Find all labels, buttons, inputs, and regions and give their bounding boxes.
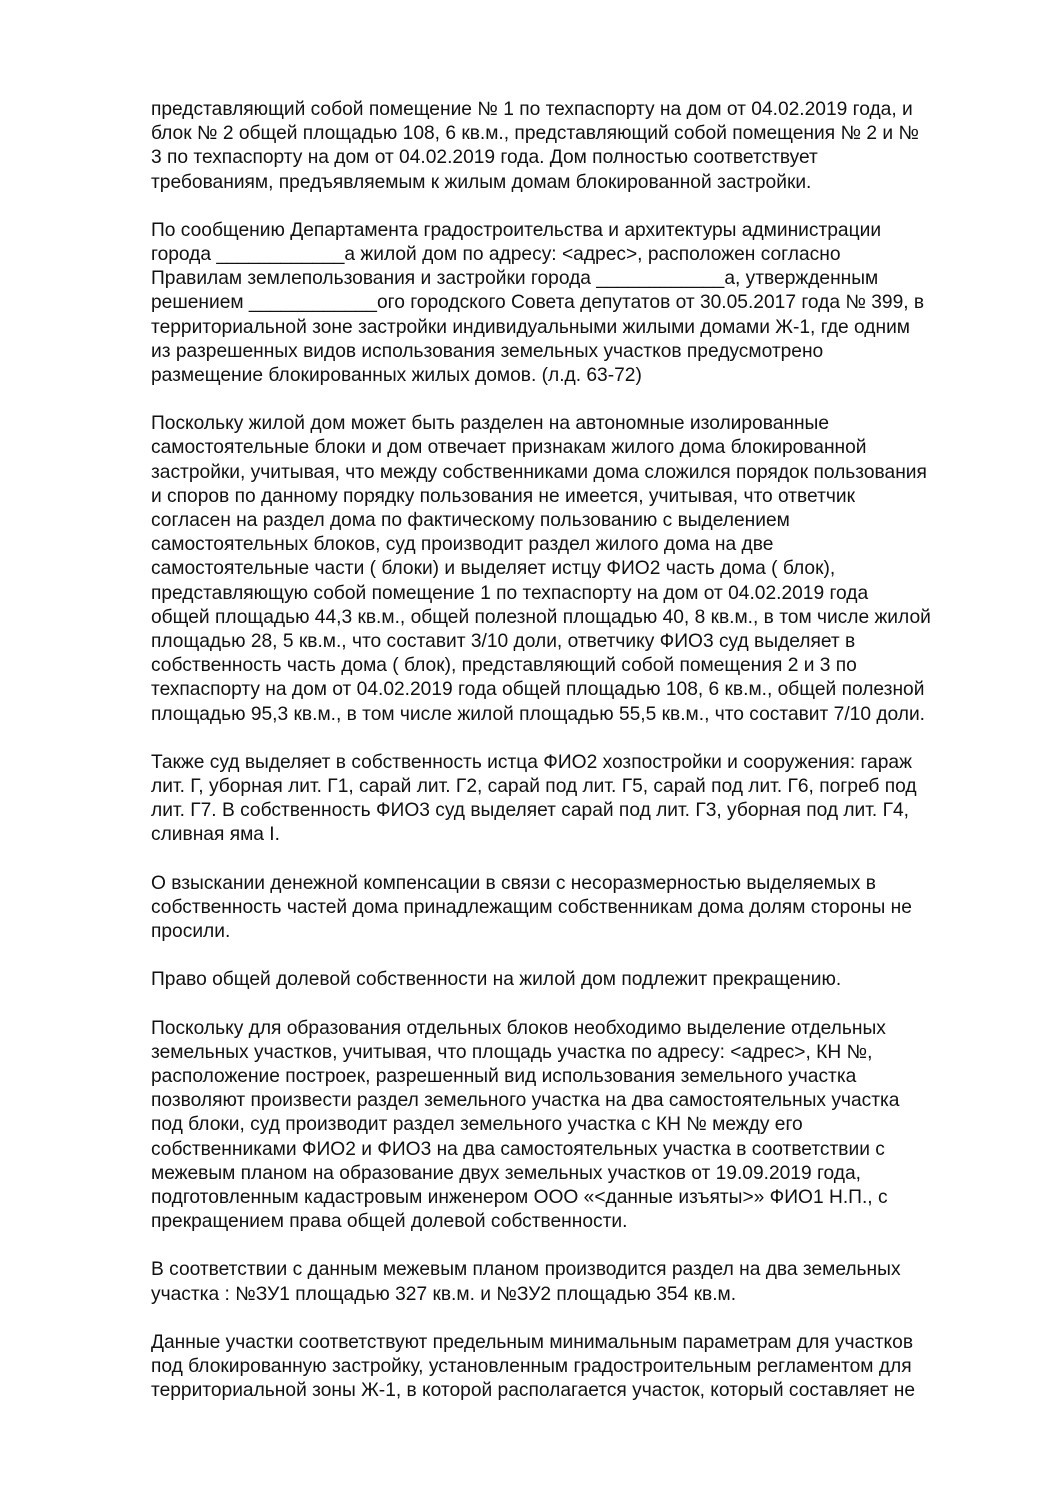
paragraph-survey-plan: В соответствии с данным межевым планом производится раздел на два земельных участка : №ЗУ1 площадью 327 кв.м. и №ЗУ2 площадью 354 кв.м. (151, 1259, 901, 1305)
paragraph-department-report: По сообщению Департамента градостроительства и архитектуры администрации города ____________а жилой дом по адресу: <адрес>, расположен согласно Правилам землепользования и застройки города ____________а, утвержденным решением ____________ого городского Совета депутатов от 30.05.2017 года № 399, в территориальной зоне застройки индивидуальными жилыми домами Ж-1, где одним из разрешенных видов использования земельных участков предусмотрено размещение блокированных жилых домов. (л.д. 63-72) (151, 219, 925, 387)
document-page (151, 98, 991, 1427)
paragraph-block-division: представляющий собой помещение № 1 по техпаспорту на дом от 04.02.2019 года, и блок № 2 общей площадью 108, 6 кв.м., представляющий собой помещения № 2 и № 3 по техпаспорту на дом от 04.02.2019 года. Дом полностью соответствует требованиям, предъявляемым к жилым домам блокированной застройки. (151, 99, 919, 193)
paragraph-land-division: Поскольку для образования отдельных блоков необходимо выделение отдельных земельных участков, учитывая, что площадь участка по адресу: <адрес>, КН №, расположение построек, разрешенный вид использования земельного участка позволяют произвести раздел земельного участка на два самостоятельных участка под блоки, суд производит раздел земельного участка с КН № между его собственниками ФИО2 и ФИО3 на два самостоятельных участка в соответствии с межевым планом на образование двух земельных участков от 19.09.2019 года, подготовленным кадастровым инженером ООО «<данные изъяты>» ФИО1 Н.П., с прекращением права общей долевой собственности. (151, 1017, 900, 1233)
paragraph-ownership-termination: Право общей долевой собственности на жилой дом подлежит прекращению. (151, 969, 842, 991)
paragraph-plot-parameters: Данные участки соответствуют предельным минимальным параметрам для участков под блокированную застройку, установленным градостроительным регламентом для территориальной зоны Ж-1, в которой располагается участок, который составляет не (151, 1331, 916, 1402)
paragraph-house-division: Поскольку жилой дом может быть разделен на автономные изолированные самостоятельные блоки и дом отвечает признакам жилого дома блокированной застройки, учитывая, что между собственниками дома сложился порядок пользования и споров по данному порядку пользования не имеется, учитывая, что ответчик согласен на раздел дома по фактическому пользованию с выделением самостоятельных блоков, суд производит раздел жилого дома на две самостоятельные части ( блоки) и выделяет истцу ФИО2 часть дома ( блок), представляющую собой помещение 1 по техпаспорту на дом от 04.02.2019 года общей площадью 44,3 кв.м., общей полезной площадью 40, 8 кв.м., в том числе жилой площадью 28, 5 кв.м., что составит 3/10 доли, ответчику ФИО3 суд выделяет в собственность часть дома ( блок), представляющий собой помещения 2 и 3 по техпаспорту на дом от 04.02.2019 года общей площадью 108, 6 кв.м., общей полезной площадью 95,3 кв.м., в том числе жилой площадью 55,5 кв.м., что составит 7/10 доли. (151, 413, 931, 725)
paragraph-compensation: О взыскании денежной компенсации в связи с несоразмерностью выделяемых в собственность частей дома принадлежащим собственникам дома долям стороны не просили. (151, 872, 912, 943)
paragraph-outbuildings: Также суд выделяет в собственность истца ФИО2 хозпостройки и сооружения: гараж лит. Г, уборная лит. Г1, сарай лит. Г2, сарай под лит. Г5, сарай под лит. Г6, погреб под лит. Г7. В собственность ФИО3 суд выделяет сарай под лит. Г3, уборная под лит. Г4, сливная яма I. (151, 751, 917, 846)
